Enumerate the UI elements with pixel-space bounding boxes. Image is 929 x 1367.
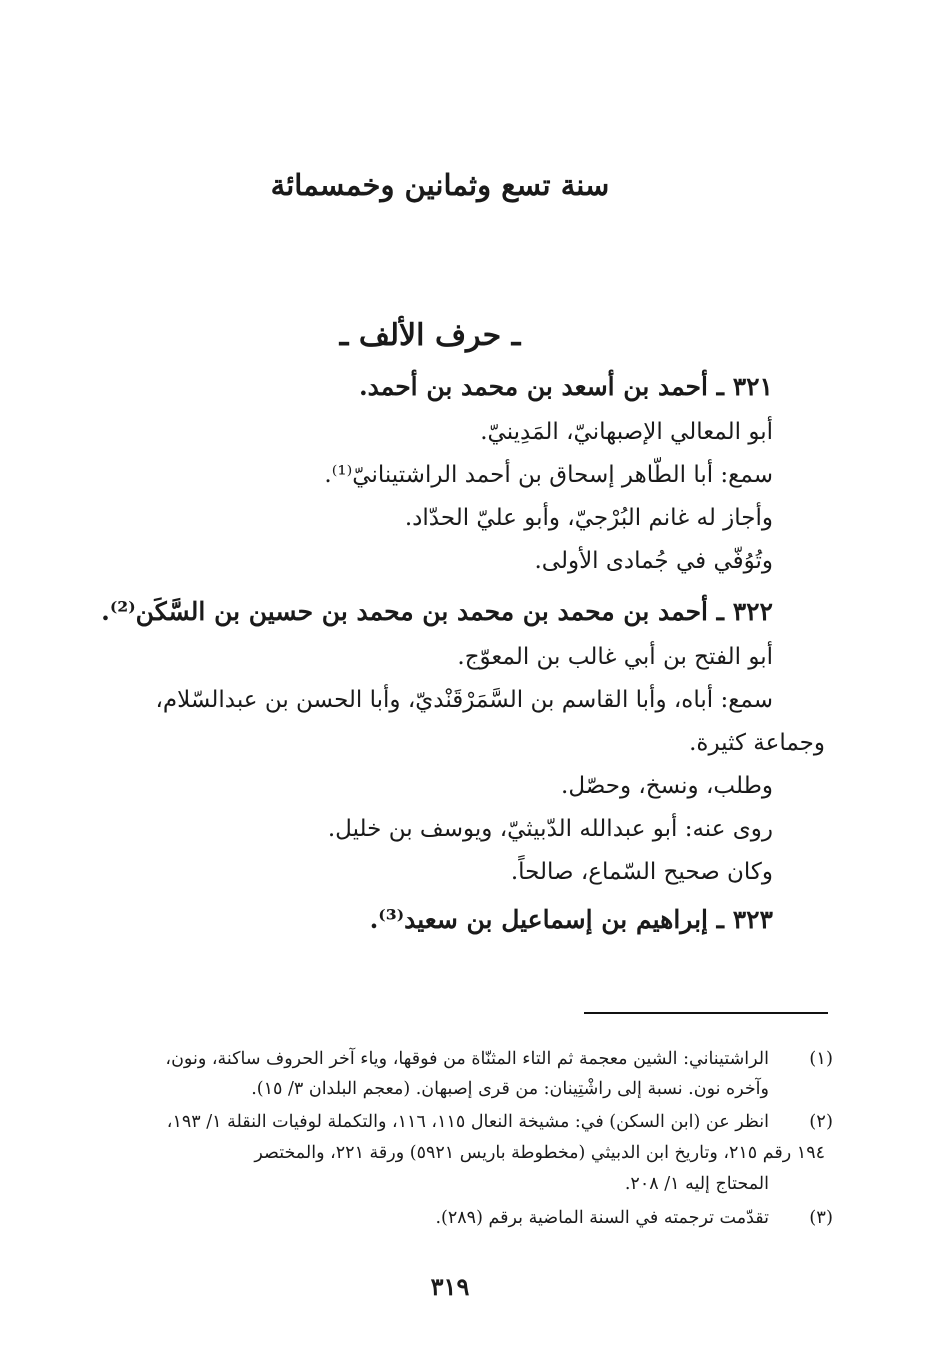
entry-line: سمع: أباه، وأبا القاسم بن السَّمَرْقَنْديّ، وأبا الحسن بن عبدالسّلام، <box>155 687 773 713</box>
footnote-line: وآخره نون. نسبة إلى راشْتِينان: من قرى إصبهان. (معجم البلدان ٣/ ١٥). <box>251 1079 769 1099</box>
entry-heading: ٣٢٣ ـ إبراهيم بن إسماعيل بن سعيد⁽³⁾. <box>369 905 773 934</box>
entry-line: سمع: أبا الطّاهر إسحاق بن أحمد الراشتينانيّ⁽¹⁾. <box>324 462 773 488</box>
footnote-line: انظر عن (ابن السكن) في: مشيخة النعال ١١٥، ١١٦، والتكملة لوفيات النقلة ١/ ١٩٣، <box>166 1112 769 1132</box>
entry-line: وطلب، ونسخ، وحصّل. <box>561 773 773 799</box>
entry-heading: ٣٢١ ـ أحمد بن أسعد بن محمد بن أحمد. <box>358 372 773 401</box>
footnote-number: (٣) <box>809 1207 833 1228</box>
entry-line: أبو الفتح بن أبي غالب بن المعوّج. <box>457 644 773 670</box>
entry-line: وأجاز له غانم البُرْجيّ، وأبو عليّ الحدّاد. <box>404 505 773 531</box>
footnote-number: (٢) <box>809 1111 833 1132</box>
entry-line: أبو المعالي الإصبهانيّ، المَدِينيّ. <box>480 419 773 445</box>
footnote-line: المحتاج إليه ١/ ٢٠٨. <box>624 1174 769 1194</box>
footnote-line: تقدّمت ترجمته في السنة الماضية برقم (٢٨٩). <box>435 1208 769 1228</box>
page-number: ٣١٩ <box>430 1272 470 1301</box>
footnote-rule <box>584 1012 828 1014</box>
entry-line: وجماعة كثيرة. <box>689 730 825 756</box>
entry-heading: ٣٢٢ ـ أحمد بن محمد بن محمد بن محمد بن حسين بن السَّكَن⁽²⁾. <box>101 597 773 626</box>
section-title: ـ حرف الألف ـ <box>339 318 521 353</box>
entry-line: وكان صحيح السّماع، صالحاً. <box>510 859 773 885</box>
footnote-number: (١) <box>809 1048 833 1069</box>
entry-line: روى عنه: أبو عبدالله الدّبيثيّ، ويوسف بن خليل. <box>327 816 773 842</box>
footnote-line: ١٩٤ رقم ٢١٥، وتاريخ ابن الدبيثي (مخطوطة باريس ٥٩٢١) ورقة ٢٢١، والمختصر <box>254 1143 825 1163</box>
entry-line: وتُوُفّي في جُمادى الأولى. <box>534 548 773 574</box>
footnote-line: الراشتيناني: الشين معجمة ثم التاء المثنّاة من فوقها، وياء آخر الحروف ساكنة، ونون، <box>165 1049 769 1069</box>
page-title: سنة تسع وثمانين وخمسمائة <box>270 168 610 202</box>
